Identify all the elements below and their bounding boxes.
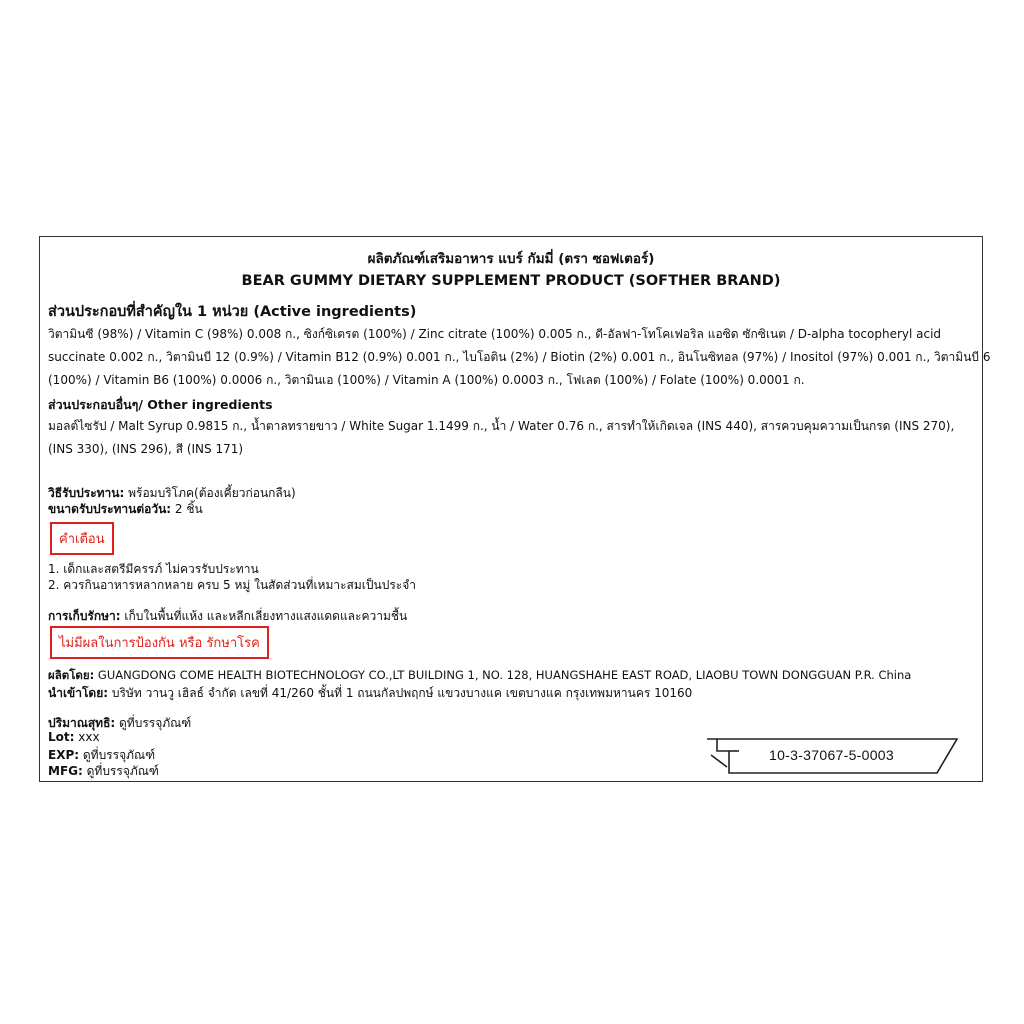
disclaimer-box: ไม่มีผลในการป้องกัน หรือ รักษาโรค (50, 626, 269, 659)
usage-label: วิธีรับประทาน: (48, 486, 125, 500)
mfg-row (48, 762, 159, 781)
usage-value: พร้อมบริโภค(ต้องเคี้ยวก่อนกลืน) (124, 486, 296, 500)
active-ingredients-line: วิตามินซี (98%) / Vitamin C (98%) 0.008 ก., ซิงก์ซิเตรต (100%) / Zinc citrate (100%) 0.005 ก., ดี-อัลฟา-โทโคเฟอริล แอซิด ซักซิเนต / D-alpha tocopheryl acid (48, 327, 942, 341)
other-ingredients-line: มอลต์ไซรัป / Malt Syrup 0.9815 ก., น้ำตาลทรายขาว / White Sugar 1.1499 ก., น้ำ / Water 0.76 ก., สารทำให้เกิดเจล (INS 440), สารควบคุมความเป็นกรด (INS 270), (48, 419, 955, 433)
dose-row (48, 500, 203, 519)
active-ingredients-heading: ส่วนประกอบที่สำคัญใน 1 หน่วย (Active ingredients) (48, 304, 417, 320)
manufacturer-label: ผลิตโดย: (48, 668, 95, 682)
dose-value: 2 ชิ้น (171, 502, 203, 516)
warning-item: 2. ควรกินอาหารหลากหลาย ครบ 5 หมู่ ในสัดส่วนที่เหมาะสมเป็นประจำ (48, 578, 416, 592)
importer-row (48, 684, 692, 703)
fda-registration-box (705, 737, 959, 777)
net-weight-label: ปริมาณสุทธิ: (48, 716, 116, 730)
mfg-label: MFG: (48, 764, 83, 778)
warning-item: 1. เด็กและสตรีมีครรภ์ ไม่ควรรับประทาน (48, 562, 259, 576)
supplement-label (39, 236, 991, 782)
active-ingredients-line: (100%) / Vitamin B6 (100%) 0.0006 ก., วิตามินเอ (100%) / Vitamin A (100%) 0.0003 ก., โฟเลต (100%) / Folate (100%) 0.0001 ก. (48, 373, 805, 387)
exp-value: ดูที่บรรจุภัณฑ์ (79, 748, 156, 762)
warning-title-box: คำเตือน (50, 522, 114, 555)
product-title-thai: ผลิตภัณฑ์เสริมอาหาร แบร์ กัมมี่ (ตรา ซอฟเตอร์) (367, 251, 655, 267)
manufacturer-value: GUANGDONG COME HEALTH BIOTECHNOLOGY CO.,LT BUILDING 1, NO. 128, HUANGSHAHE EAST ROAD, LIAOBU TOWN DONGGUAN P.R. China (94, 668, 912, 682)
product-title-english: BEAR GUMMY DIETARY SUPPLEMENT PRODUCT (SOFTHER BRAND) (241, 273, 781, 289)
exp-label: EXP: (48, 748, 80, 762)
other-ingredients-heading: ส่วนประกอบอื่นๆ/ Other ingredients (48, 397, 273, 412)
importer-label: นำเข้าโดย: (48, 686, 109, 700)
dose-label: ขนาดรับประทานต่อวัน: (48, 502, 172, 516)
mfg-value: ดูที่บรรจุภัณฑ์ (82, 764, 159, 778)
storage-row (48, 607, 407, 626)
other-ingredients-line: (INS 330), (INS 296), สี (INS 171) (48, 442, 244, 456)
storage-label: การเก็บรักษา: (48, 609, 121, 623)
lot-row (48, 730, 100, 744)
importer-value: บริษัท วานวู เฮิลธ์ จำกัด เลขที่ 41/260 ชั้นที่ 1 ถนนกัลปพฤกษ์ แขวงบางแค เขตบางแค กรุงเทพมหานคร 10160 (108, 686, 693, 700)
lot-value: xxx (74, 730, 100, 744)
net-weight-value: ดูที่บรรจุภัณฑ์ (115, 716, 192, 730)
lot-label: Lot: (48, 730, 75, 744)
fda-number: 10-3-37067-5-0003 (769, 747, 894, 763)
manufacturer-row (48, 667, 911, 685)
active-ingredients-line: succinate 0.002 ก., วิตามินบี 12 (0.9%) / Vitamin B12 (0.9%) 0.001 ก., ไบโอติน (2%) / Biotin (2%) 0.001 ก., อินโนซิทอล (97%) / Inositol (97%) 0.001 ก., วิตามินบี 6 (48, 350, 991, 364)
storage-value: เก็บในพื้นที่แห้ง และหลีกเลี่ยงทางแสงแดดและความชื้น (120, 609, 408, 623)
